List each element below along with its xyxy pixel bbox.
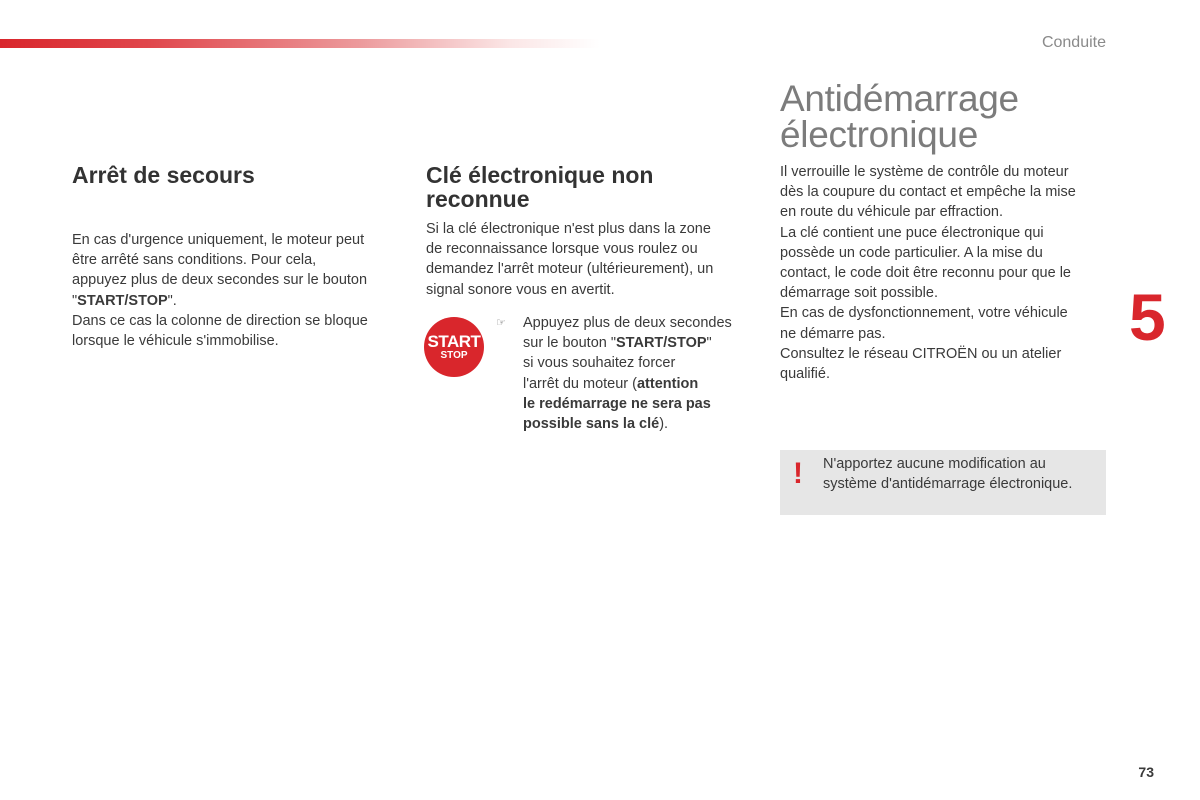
text-line: Il verrouille le système de contrôle du moteur xyxy=(780,164,1069,180)
bold-fragment: le redémarrage ne sera pas xyxy=(523,395,711,412)
quote-open: " xyxy=(72,292,78,309)
button-name: START/STOP xyxy=(616,335,707,352)
text-fragment: ). xyxy=(659,416,669,433)
text-line xyxy=(72,291,402,311)
warning-text xyxy=(823,454,1098,494)
emergency-stop-section xyxy=(72,163,402,351)
text-fragment: sur le bouton " xyxy=(523,335,617,352)
text-line: Si la clé électronique n'est plus dans la zone xyxy=(426,221,711,237)
key-not-recognized-text xyxy=(426,219,756,300)
text-line: système d'antidémarrage électronique. xyxy=(823,476,1073,493)
text-line: Appuyez plus de deux secondes xyxy=(523,315,732,331)
warning-exclamation-icon: ! xyxy=(793,457,803,490)
text-fragment: l'arrêt du moteur ( xyxy=(523,375,637,392)
text-line: ne démarre pas. xyxy=(780,325,886,342)
warning-box xyxy=(780,450,1106,515)
emergency-stop-text xyxy=(72,230,402,351)
title-line: électronique xyxy=(780,114,978,155)
text-line: Consultez le réseau CITROËN ou un atelier xyxy=(780,345,1062,362)
text-fragment: " xyxy=(706,335,712,352)
text-line: appuyez plus de deux secondes sur le bouton xyxy=(72,272,368,289)
bold-fragment: attention xyxy=(636,375,699,392)
bold-fragment: possible sans la clé xyxy=(523,416,660,433)
force-stop-instruction xyxy=(523,313,763,434)
header-accent-bar xyxy=(0,39,600,48)
text-line xyxy=(523,414,763,434)
chapter-number: 5 xyxy=(1129,280,1166,354)
text-line: être arrêté sans conditions. Pour cela, xyxy=(72,252,317,269)
heading-line: Clé électronique non xyxy=(426,162,654,188)
text-line: possède un code particulier. A la mise du xyxy=(780,244,1043,261)
immobilizer-text xyxy=(780,162,1106,384)
stop-label: STOP xyxy=(440,350,468,361)
text-line: en route du véhicule par effraction. xyxy=(780,204,1004,221)
text-line: de reconnaissance lorsque vous roulez ou xyxy=(426,241,698,258)
text-line: demandez l'arrêt moteur (ultérieurement), un xyxy=(426,261,714,278)
text-line: démarrage soit possible. xyxy=(780,285,938,302)
text-line xyxy=(523,394,763,414)
key-not-recognized-heading xyxy=(426,163,756,211)
text-line: En cas d'urgence uniquement, le moteur peut xyxy=(72,232,365,248)
text-line: La clé contient une puce électronique qui xyxy=(780,224,1044,241)
text-line xyxy=(523,374,763,394)
text-line: N'apportez aucune modification au xyxy=(823,456,1046,472)
section-label: Conduite xyxy=(1041,34,1106,51)
start-label: START xyxy=(427,332,481,351)
text-line: lorsque le véhicule s'immobilise. xyxy=(72,333,279,350)
text-line: En cas de dysfonctionnement, votre véhicule xyxy=(780,305,1068,322)
text-line: contact, le code doit être reconnu pour que le xyxy=(780,265,1071,282)
button-name: START/STOP xyxy=(77,292,168,309)
text-line: dès la coupure du contact et empêche la mise xyxy=(780,184,1076,201)
emergency-stop-heading: Arrêt de secours xyxy=(72,162,255,188)
text-line: qualifié. xyxy=(780,366,830,383)
start-stop-button-icon xyxy=(424,317,484,377)
text-line: Dans ce cas la colonne de direction se bloque xyxy=(72,312,368,329)
key-not-recognized-section xyxy=(426,163,756,300)
immobilizer-title xyxy=(780,78,1106,155)
text-line: signal sonore vous en avertit. xyxy=(426,281,615,298)
heading-line: reconnue xyxy=(426,186,530,212)
page-number: 73 xyxy=(1138,764,1154,780)
text-line xyxy=(523,333,763,353)
text-line: si vous souhaitez forcer xyxy=(523,355,676,372)
title-line: Antidémarrage xyxy=(780,78,1019,119)
quote-close: ". xyxy=(167,292,177,309)
immobilizer-section xyxy=(780,78,1106,384)
pointing-hand-icon: ☞ xyxy=(496,317,506,329)
